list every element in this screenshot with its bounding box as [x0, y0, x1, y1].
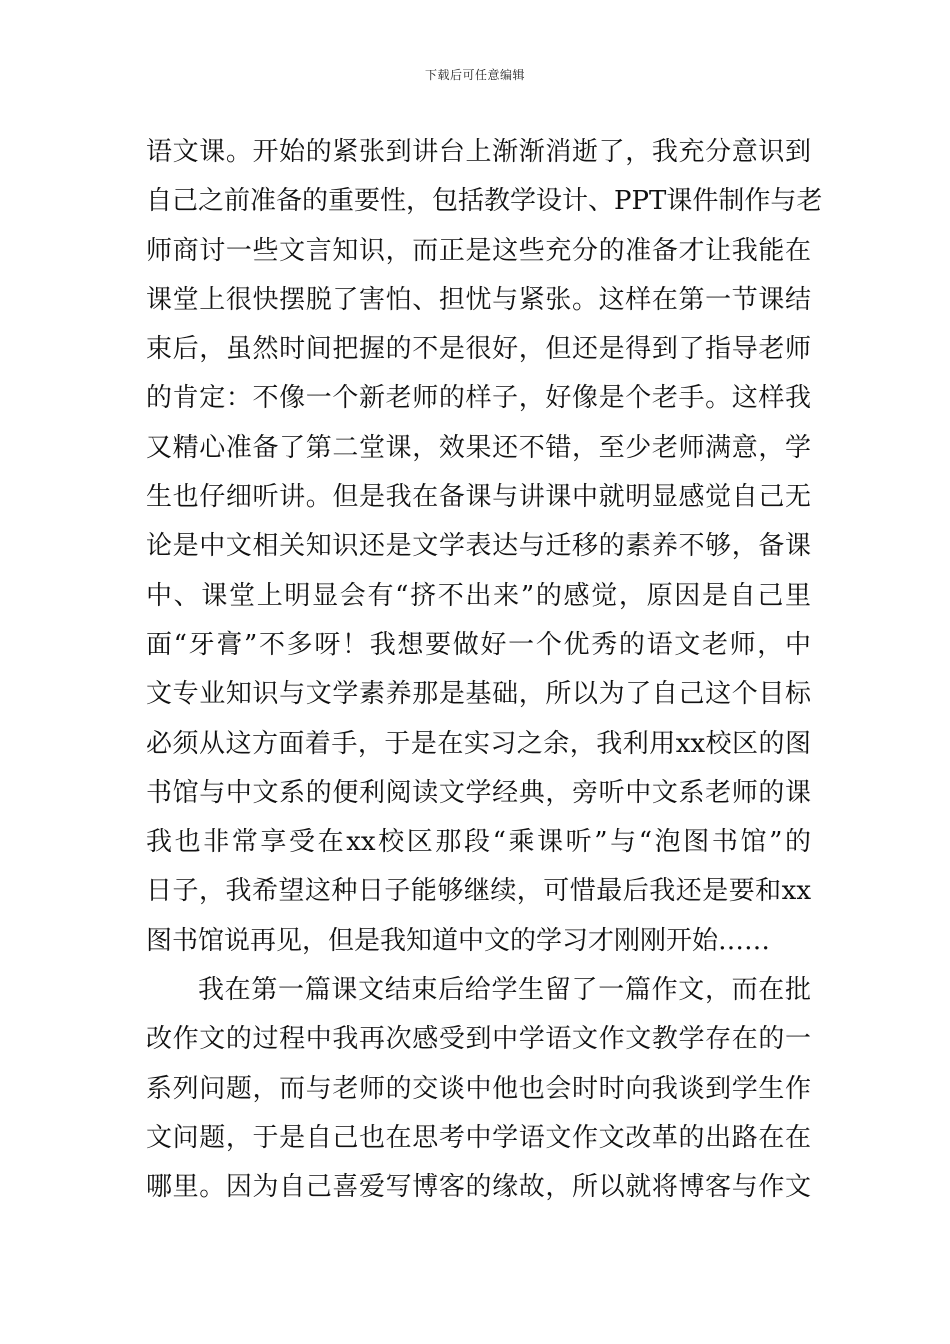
text-line: 日子，我希望这种日子能够继续，可惜最后我还是要和xx [146, 876, 811, 907]
document-body [146, 128, 823, 1213]
text-line: 文专业知识与文学素养那是基础，所以为了自己这个目标 [146, 679, 811, 710]
text-line: 系列问题，而与老师的交谈中他也会时时向我谈到学生作 [146, 1073, 811, 1104]
text-line: 图书馆说再见，但是我知道中文的学习才刚刚开始…… [146, 925, 771, 956]
text-line: 又精心准备了第二堂课，效果还不错，至少老师满意，学 [146, 432, 811, 463]
text-line: 的肯定：不像一个新老师的样子，好像是个老手。这样我 [146, 383, 811, 414]
text-line: 束后，虽然时间把握的不是很好，但还是得到了指导老师 [146, 334, 811, 365]
paragraph-1 [146, 128, 823, 966]
text-line: 哪里。因为自己喜爱写博客的缘故，所以就将博客与作文 [146, 1172, 811, 1203]
text-line: 自己之前准备的重要性，包括教学设计、PPT课件制作与老 [146, 186, 823, 217]
text-line: 改作文的过程中我再次感受到中学语文作文教学存在的一 [146, 1024, 811, 1055]
text-line: 生也仔细听讲。但是我在备课与讲课中就明显感觉自己无 [146, 482, 811, 513]
text-line: 语文课。开始的紧张到讲台上渐渐消逝了，我充分意识到 [146, 137, 811, 167]
text-line: 书馆与中文系的便利阅读文学经典，旁听中文系老师的课 [146, 777, 811, 808]
text-line: 论是中文相关知识还是文学表达与迁移的素养不够，备课 [146, 531, 811, 562]
text-line: 我也非常享受在xx校区那段“乘课听”与“泡图书馆”的 [146, 827, 811, 858]
text-line: 文问题，于是自己也在思考中学语文作文改革的出路在在 [146, 1122, 811, 1153]
text-line: 我在第一篇课文结束后给学生留了一篇作文，而在批 [198, 975, 811, 1006]
paragraph-2 [146, 966, 811, 1212]
text-line: 中、课堂上明显会有“挤不出来”的感觉，原因是自己里 [146, 580, 811, 611]
page-header: 下载后可任意编辑 [424, 68, 525, 82]
text-line: 课堂上很快摆脱了害怕、担忧与紧张。这样在第一节课结 [146, 284, 811, 315]
text-line: 面“牙膏”不多呀！我想要做好一个优秀的语文老师，中 [146, 629, 811, 660]
text-line: 必须从这方面着手，于是在实习之余，我利用xx校区的图 [146, 728, 811, 759]
text-line: 师商讨一些文言知识，而正是这些充分的准备才让我能在 [146, 235, 811, 266]
